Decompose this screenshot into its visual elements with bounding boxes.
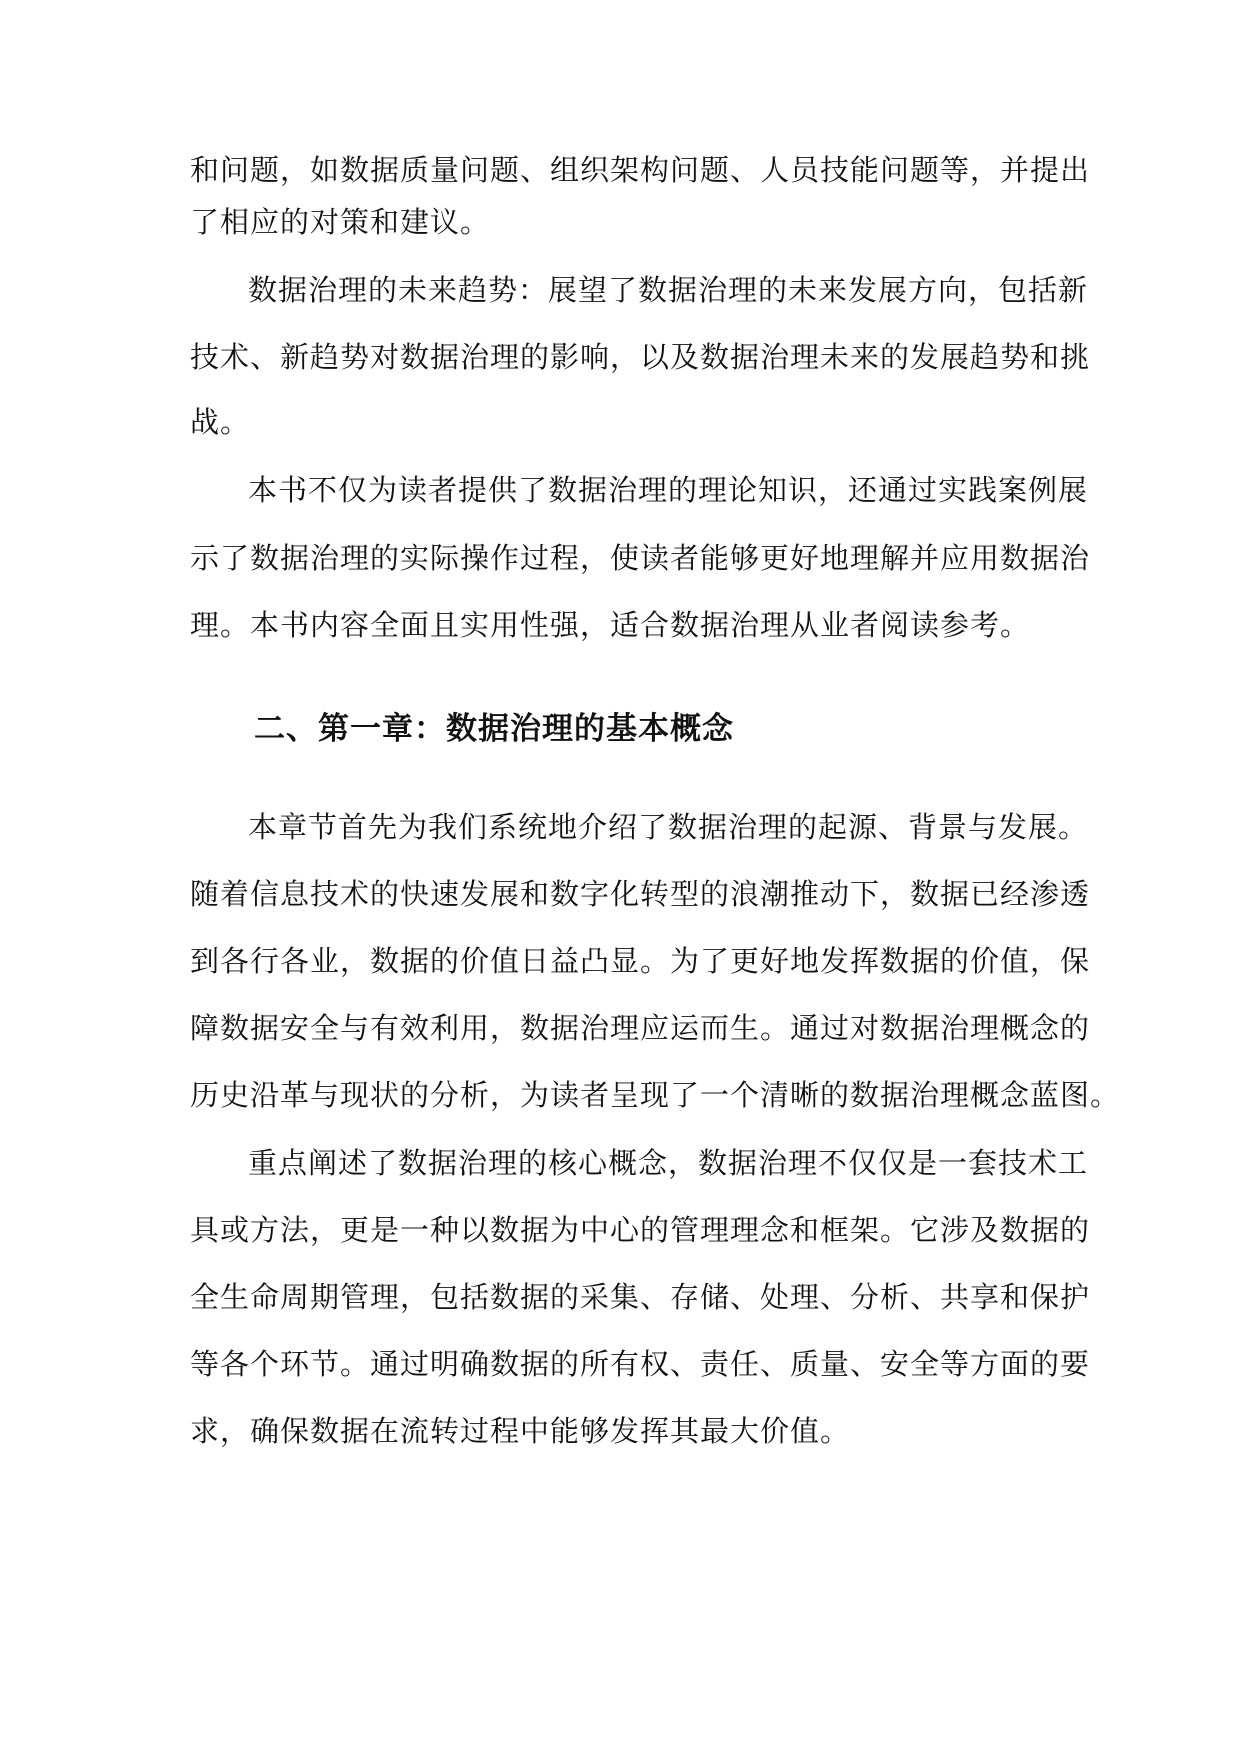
paragraph-line: 全生命周期管理，包括数据的采集、存储、处理、分析、共享和保护 (190, 1280, 1091, 1314)
paragraph-line: 历史沿革与现状的分析，为读者呈现了一个清晰的数据治理概念蓝图。 (190, 1078, 1121, 1112)
paragraph-line: 理。本书内容全面且实用性强，适合数据治理从业者阅读参考。 (190, 608, 1031, 642)
paragraph-line: 和问题，如数据质量问题、组织架构问题、人员技能问题等，并提出 (190, 153, 1091, 187)
paragraph-line: 到各行各业，数据的价值日益凸显。为了更好地发挥数据的价值，保 (190, 944, 1091, 978)
paragraph-line: 本章节首先为我们系统地介绍了数据治理的起源、背景与发展。 (248, 810, 1089, 844)
paragraph-line: 具或方法，更是一种以数据为中心的管理理念和框架。它涉及数据的 (190, 1213, 1091, 1247)
paragraph-line: 随着信息技术的快速发展和数字化转型的浪潮推动下，数据已经渗透 (190, 877, 1091, 911)
paragraph-line: 示了数据治理的实际操作过程，使读者能够更好地理解并应用数据治 (190, 541, 1091, 575)
paragraph-line: 等各个环节。通过明确数据的所有权、责任、质量、安全等方面的要 (190, 1347, 1091, 1381)
paragraph-line: 求，确保数据在流转过程中能够发挥其最大价值。 (190, 1414, 851, 1448)
paragraph-line: 本书不仅为读者提供了数据治理的理论知识，还通过实践案例展 (248, 473, 1089, 507)
paragraph-line: 战。 (190, 405, 251, 439)
paragraph-line: 了相应的对策和建议。 (190, 205, 491, 239)
paragraph-line: 技术、新趋势对数据治理的影响，以及数据治理未来的发展趋势和挑 (190, 340, 1091, 374)
section-heading: 二、第一章：数据治理的基本概念 (254, 711, 734, 747)
paragraph-line: 重点阐述了数据治理的核心概念，数据治理不仅仅是一套技术工 (248, 1146, 1089, 1180)
paragraph-line: 数据治理的未来趋势：展望了数据治理的未来发展方向，包括新 (248, 273, 1089, 307)
paragraph-line: 障数据安全与有效利用，数据治理应运而生。通过对数据治理概念的 (190, 1011, 1091, 1045)
